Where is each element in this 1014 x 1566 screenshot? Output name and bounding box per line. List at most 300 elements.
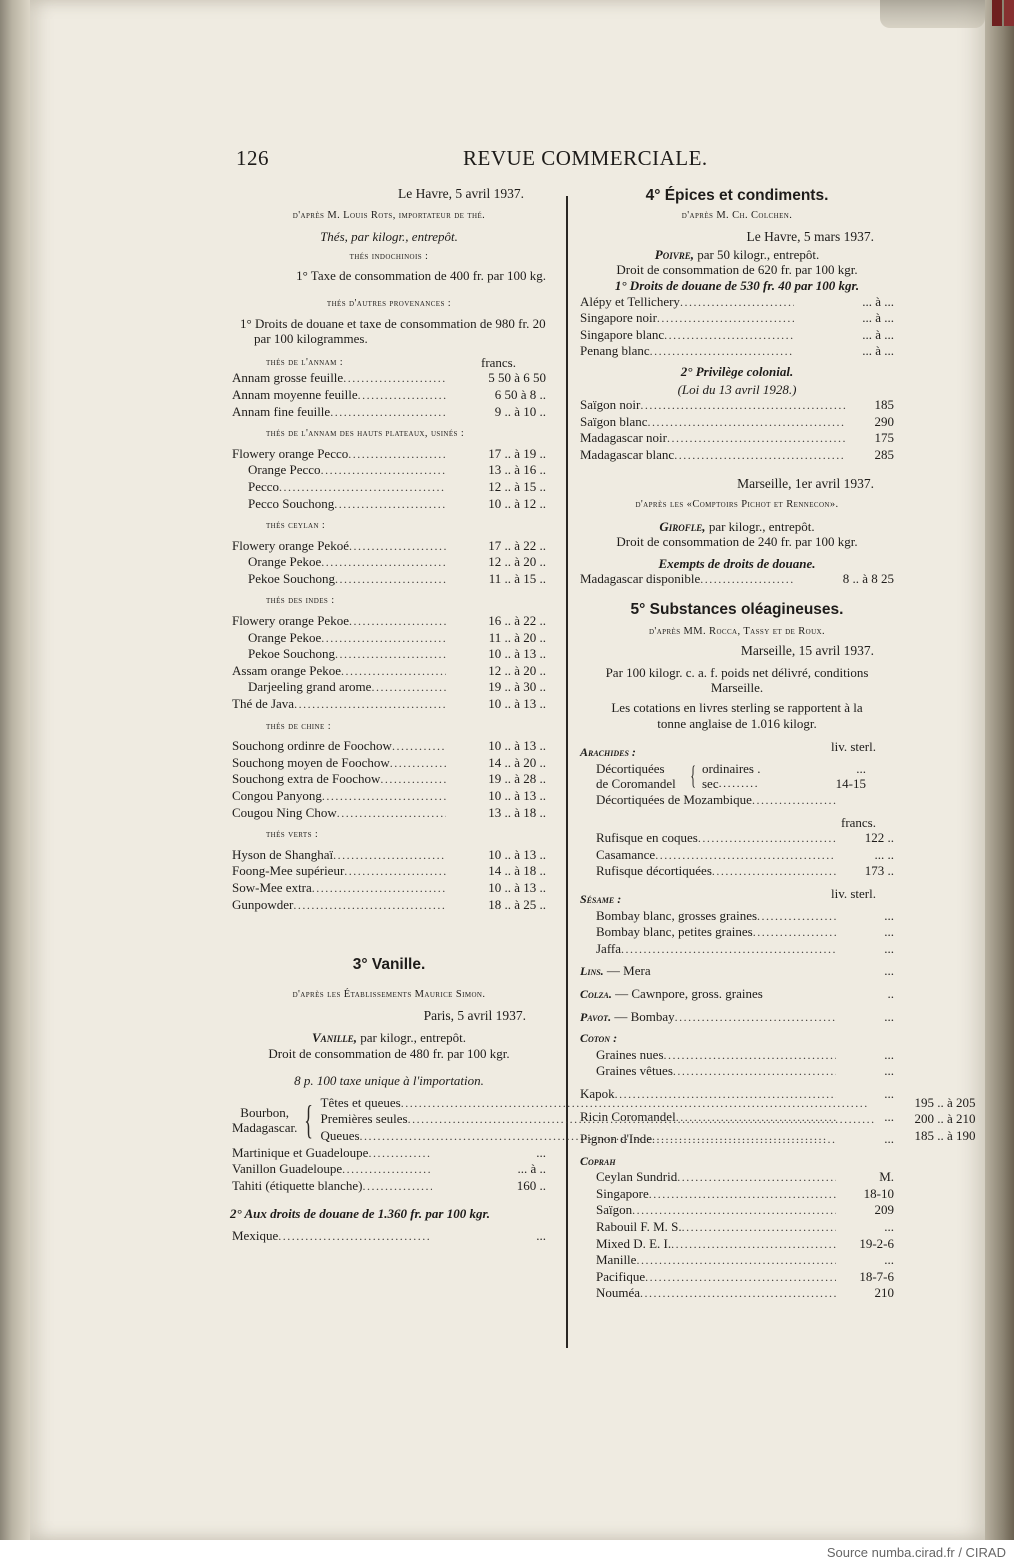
dot-leader xyxy=(674,448,846,464)
price-value: ... xyxy=(884,940,894,956)
price-row xyxy=(580,1086,894,1103)
price-row xyxy=(232,696,546,713)
dot-leader xyxy=(278,1229,432,1245)
dot-leader xyxy=(279,480,446,496)
dot-leader xyxy=(371,680,446,696)
dot-leader xyxy=(341,664,446,680)
category-label: Sésame : xyxy=(580,891,622,906)
price-row xyxy=(580,310,894,327)
item-name: Bombay blanc, grosses graines xyxy=(596,907,758,923)
running-title: REVUE COMMERCIALE. xyxy=(463,146,708,170)
item-name: Annam grosse feuille xyxy=(232,370,344,386)
subheading: thés de l'annam : xyxy=(266,356,344,368)
dot-leader xyxy=(335,647,446,663)
subheading: thés des indes : xyxy=(266,595,335,607)
dot-leader xyxy=(358,388,446,404)
item-name: Penang blanc xyxy=(580,343,650,359)
price-row xyxy=(232,370,546,387)
dateline: Marseille, 15 avril 1937. xyxy=(740,643,874,659)
item-name: Pekoe Souchong xyxy=(248,570,336,586)
price-value: 18 .. à 25 .. xyxy=(488,896,546,912)
price-row xyxy=(232,496,546,513)
price-row xyxy=(232,847,546,864)
dot-leader xyxy=(368,1146,432,1162)
price-row xyxy=(580,963,894,980)
dot-leader xyxy=(655,848,836,864)
price-value: ... à ... xyxy=(862,326,894,342)
item-name: Vanillon Guadeloupe xyxy=(232,1161,343,1177)
item-name: Tahiti (étiquette blanche) xyxy=(232,1177,363,1193)
item-name: Décortiquées de Mozambique xyxy=(596,792,752,807)
dot-leader xyxy=(621,942,836,958)
price-value: 11 .. à 20 .. xyxy=(488,629,546,645)
price-value: ... à ... xyxy=(862,293,894,309)
section-subject: Thés, par kilogr., entrepôt. xyxy=(320,229,458,245)
price-value: 6 50 à 8 .. xyxy=(494,386,546,402)
item-name: Rufisque en coques xyxy=(596,830,698,846)
item-name: Madagascar disponible xyxy=(580,571,701,587)
price-row xyxy=(580,414,894,431)
group-label: Bourbon, xyxy=(240,1104,290,1120)
item-name: Nouméa xyxy=(596,1285,641,1301)
price-row xyxy=(232,387,546,404)
price-value: ... xyxy=(536,1227,546,1243)
dateline: Le Havre, 5 mars 1937. xyxy=(746,229,874,245)
dot-leader xyxy=(615,1087,836,1103)
subheading: thés verts : xyxy=(266,829,319,841)
price-value: ... xyxy=(884,1131,894,1147)
item-name: Orange Pecco xyxy=(248,462,321,478)
item-name: Jaffa xyxy=(596,940,622,956)
price-value: 18-7-6 xyxy=(859,1268,894,1284)
item-name: Annam moyenne feuille xyxy=(232,386,358,402)
price-value: 19 .. à 30 .. xyxy=(488,679,546,695)
item-name: Cougou Ning Chow xyxy=(232,804,337,820)
price-row xyxy=(580,1169,894,1186)
price-row xyxy=(232,571,546,588)
price-value: 185 .. à 190 xyxy=(914,1127,976,1143)
item-name: Orange Pekoe xyxy=(248,629,322,645)
price-value: ... xyxy=(884,1085,894,1101)
price-value: 18-10 xyxy=(863,1185,894,1201)
book-edge-right xyxy=(985,0,1014,1540)
price-row xyxy=(580,1219,894,1236)
price-row xyxy=(580,1236,894,1253)
item-name: Graines vêtues xyxy=(596,1063,673,1079)
attribution: d'après MM. Rocca, Tassy et de Roux. xyxy=(648,625,826,637)
duty-line: 2° Aux droits de douane de 1.360 fr. par 100 kgr. xyxy=(230,1206,491,1222)
dot-leader xyxy=(636,1253,836,1269)
item-name: Madagascar blanc xyxy=(580,446,675,462)
price-value: 195 .. à 205 xyxy=(914,1094,976,1110)
item-name: Ceylan Sundrid xyxy=(596,1169,678,1185)
item-label: Décortiquées xyxy=(596,760,665,776)
price-value: 9 .. à 10 .. xyxy=(494,403,546,419)
item-name: Saïgon blanc xyxy=(580,413,648,429)
price-value: 10 .. à 13 .. xyxy=(488,738,546,754)
price-value: ... xyxy=(884,1252,894,1268)
item-name: Rabouil F. M. S. xyxy=(596,1219,682,1235)
price-value: 10 .. à 13 .. xyxy=(488,696,546,712)
group-label: Madagascar. xyxy=(232,1119,298,1135)
currency-label: francs. xyxy=(480,354,516,370)
dot-leader xyxy=(698,831,836,847)
item-name: Bombay blanc, petites graines xyxy=(596,924,753,940)
duty-line: 1° Droits de douane de 530 fr. 40 par 100 kgr. xyxy=(614,277,860,293)
price-row xyxy=(580,986,894,1003)
product-label-rest: par kilogr., entrepôt. xyxy=(360,1029,466,1045)
price-value: ... à ... xyxy=(862,310,894,326)
price-list-indes xyxy=(232,613,546,713)
item-name: Queues xyxy=(320,1127,360,1143)
price-value: 8 .. à 8 25 xyxy=(842,571,894,587)
attribution: d'après les «Comptoirs Pichot et Rennecon». xyxy=(635,499,839,511)
price-row xyxy=(232,755,546,772)
item-name: Madagascar noir xyxy=(580,430,667,446)
price-row xyxy=(232,446,546,463)
price-list-girofle xyxy=(580,571,894,588)
item-name: Assam orange Pekoe xyxy=(232,662,342,678)
price-value: 13 .. à 16 .. xyxy=(488,462,546,478)
category-label: Lins. xyxy=(580,964,604,979)
price-value: 210 xyxy=(874,1285,894,1301)
dot-leader xyxy=(294,697,446,713)
price-row xyxy=(580,294,894,311)
subheading: thés d'autres provenances : xyxy=(326,297,452,309)
product-label: Poivre, xyxy=(654,246,694,262)
category-label: Coprah xyxy=(580,1153,616,1168)
dot-leader xyxy=(712,864,836,880)
dot-leader xyxy=(664,328,794,344)
item-name: Mexique xyxy=(232,1227,279,1243)
note: Par 100 kilogr. c. a. f. poids net délivré, conditions Marseille. xyxy=(605,664,869,696)
column-divider xyxy=(566,196,568,1348)
dot-leader xyxy=(649,1187,836,1203)
price-list-pignon xyxy=(580,1131,894,1148)
brace-symbol: { xyxy=(304,1096,314,1142)
dot-leader xyxy=(334,497,446,513)
unit-label: liv. sterl. xyxy=(830,885,876,901)
price-value: 173 .. xyxy=(864,863,894,879)
dateline: Paris, 5 avril 1937. xyxy=(423,1008,526,1024)
item-name: Pekoe Souchong xyxy=(248,646,336,662)
price-value: 122 .. xyxy=(864,830,894,846)
price-row xyxy=(232,805,546,822)
dot-leader xyxy=(330,405,446,421)
price-row xyxy=(580,1285,894,1302)
price-list-plateaux xyxy=(232,446,546,512)
price-row xyxy=(232,663,546,680)
price-value: 19 .. à 28 .. xyxy=(488,771,546,787)
price-row xyxy=(580,1202,894,1219)
price-row xyxy=(580,830,894,847)
price-list-kapok xyxy=(580,1086,894,1103)
item-name: Sow-Mee extra xyxy=(232,879,312,895)
price-value: .. xyxy=(887,985,894,1001)
dot-leader xyxy=(321,555,446,571)
price-row xyxy=(232,863,546,880)
item-name: Singapore noir xyxy=(580,310,657,326)
price-value: 17 .. à 22 .. xyxy=(488,537,546,553)
price-value: 10 .. à 13 .. xyxy=(488,879,546,895)
price-value: 10 .. à 13 .. xyxy=(488,788,546,803)
item-name: Thé de Java xyxy=(232,696,295,712)
dot-leader xyxy=(664,1048,836,1064)
price-row xyxy=(232,1178,546,1195)
dot-leader xyxy=(753,925,836,941)
price-value: 13 .. à 18 .. xyxy=(488,804,546,820)
price-value: 12 .. à 15 .. xyxy=(488,478,546,494)
dot-leader xyxy=(343,371,446,387)
price-value: ... xyxy=(884,1008,894,1024)
item-label: sec xyxy=(702,776,719,792)
section-title: 4° Épices et condiments. xyxy=(645,187,829,204)
tax-line: 1° Droits de douane et taxe de consommation de 980 fr. 20 par 100 kilogrammes. xyxy=(240,315,546,347)
price-list-mozambique xyxy=(580,792,894,809)
dot-leader xyxy=(673,1064,836,1080)
footer-bar xyxy=(0,1540,1014,1566)
price-row xyxy=(580,863,894,880)
subheading: thés indochinois : xyxy=(349,250,429,262)
category-label: Colza. xyxy=(580,986,612,1001)
item-name: Gunpowder xyxy=(232,896,294,912)
price-list-verts xyxy=(232,847,546,913)
item-name: — Bombay xyxy=(614,1008,675,1024)
price-row xyxy=(580,447,894,464)
price-row xyxy=(232,738,546,755)
price-list-arachides xyxy=(580,830,894,880)
dot-leader xyxy=(640,1286,836,1302)
price-value: 290 xyxy=(874,413,894,429)
dot-leader xyxy=(342,1162,432,1178)
duty-line: Droit de consommation de 480 fr. par 100 kgr. xyxy=(268,1045,510,1061)
item-label: de Coromandel xyxy=(596,776,676,792)
item-name: Premières seules xyxy=(320,1111,408,1127)
bookmark-ribbon xyxy=(992,0,1002,26)
product-label: Vanille, xyxy=(312,1029,357,1045)
dot-leader xyxy=(682,1220,836,1236)
price-value: 12 .. à 20 .. xyxy=(488,662,546,678)
page-number: 126 xyxy=(236,146,269,170)
price-list-coton xyxy=(580,1047,894,1080)
category-label: Coton : xyxy=(580,1031,618,1046)
dot-leader xyxy=(349,614,446,630)
price-value: M. xyxy=(879,1169,894,1185)
section-title: 3° Vanille. xyxy=(352,956,426,974)
price-value: 16 .. à 22 .. xyxy=(488,613,546,629)
dot-leader xyxy=(650,344,794,360)
item-name: Manille xyxy=(596,1252,637,1268)
price-value: 10 .. à 13 .. xyxy=(488,646,546,662)
dot-leader xyxy=(757,909,836,925)
duty-line: Droit de consommation de 240 fr. par 100 kgr. xyxy=(616,534,858,550)
price-list-colonial xyxy=(580,397,894,463)
note: Les cotations en livres sterling se rapportent à la tonne anglaise de 1.016 kilogr. xyxy=(611,700,863,731)
item-name: Singapore xyxy=(596,1185,649,1201)
dot-leader xyxy=(349,539,446,555)
right-column xyxy=(580,186,894,1302)
price-list-poivre xyxy=(580,294,894,360)
bookmark-ribbon xyxy=(1004,0,1014,26)
book-gutter-left xyxy=(0,0,30,1540)
dot-leader xyxy=(700,572,794,588)
duty-line: Droit de consommation de 620 fr. par 100 kgr. xyxy=(616,262,858,278)
unit-label: liv. sterl. xyxy=(830,739,876,755)
price-value: 14-15 xyxy=(835,776,866,792)
attribution: d'après M. Louis Rots, importateur de thé. xyxy=(292,209,486,221)
dot-leader xyxy=(680,295,794,311)
price-row xyxy=(232,897,546,914)
price-list-vanille xyxy=(232,1145,546,1195)
item-name: Foong-Mee supérieur xyxy=(232,863,345,879)
price-row xyxy=(580,941,894,958)
item-name: Saïgon noir xyxy=(580,397,641,413)
item-label: ordinaires . xyxy=(702,760,761,776)
dot-leader xyxy=(392,739,446,755)
item-name: Alépy et Tellichery xyxy=(580,293,680,309)
price-row xyxy=(580,430,894,447)
item-name: Graines nues xyxy=(596,1046,664,1062)
price-row xyxy=(580,1252,894,1269)
category-label: Pavot. xyxy=(580,1009,612,1024)
dot-leader xyxy=(657,311,794,327)
price-list-chine xyxy=(232,738,546,821)
price-row xyxy=(580,1047,894,1064)
item-name: Têtes et queues xyxy=(320,1094,401,1110)
price-value: 185 xyxy=(874,397,894,413)
dot-leader xyxy=(293,898,446,914)
price-value: 200 .. à 210 xyxy=(914,1111,976,1127)
dot-leader xyxy=(752,793,836,809)
tax-note: 8 p. 100 taxe unique à l'importation. xyxy=(294,1073,484,1089)
item-name: Congou Panyong xyxy=(232,788,322,803)
dot-leader xyxy=(390,756,446,772)
dot-leader xyxy=(667,431,846,447)
price-list-mexique xyxy=(232,1228,546,1245)
item-name: Souchong extra de Foochow xyxy=(232,771,381,787)
price-value: ... xyxy=(884,1046,894,1062)
exemption-note: Exempts de droits de douane. xyxy=(658,555,816,571)
price-row xyxy=(580,571,894,588)
price-value: 11 .. à 15 .. xyxy=(488,570,546,586)
price-value: ... xyxy=(884,1219,894,1235)
dot-leader xyxy=(671,1237,836,1253)
price-row xyxy=(580,1131,894,1148)
price-row xyxy=(232,613,546,630)
price-list-coprah xyxy=(580,1169,894,1302)
price-value: 5 50 à 6 50 xyxy=(488,370,546,386)
price-row xyxy=(580,1186,894,1203)
item-name: Souchong moyen de Foochow xyxy=(232,754,390,770)
item-name: Hyson de Shanghaï xyxy=(232,846,334,862)
dot-leader xyxy=(344,864,446,880)
price-value: ... xyxy=(536,1144,546,1160)
dot-leader xyxy=(652,1132,836,1148)
price-row xyxy=(232,1228,546,1245)
dot-leader xyxy=(312,881,446,897)
item-name: — Cawnpore, gross. graines xyxy=(615,985,763,1001)
price-value: 160 .. xyxy=(516,1177,546,1193)
item-name: Rufisque décortiquées xyxy=(596,863,712,879)
dot-leader xyxy=(380,772,446,788)
price-row xyxy=(232,771,546,788)
dateline: Le Havre, 5 avril 1937. xyxy=(398,186,524,201)
price-value: ... xyxy=(884,924,894,940)
dot-leader xyxy=(640,398,846,414)
price-list-ceylan xyxy=(232,538,546,588)
price-value: ... .. xyxy=(874,846,894,862)
price-row xyxy=(232,462,546,479)
section-title: 5° Substances oléagineuses. xyxy=(630,601,844,619)
price-list-annam xyxy=(232,370,546,420)
price-row xyxy=(232,1161,546,1178)
subheading: thés ceylan : xyxy=(266,520,326,532)
price-row xyxy=(580,908,894,925)
dot-leader xyxy=(362,1179,432,1195)
price-value: 14 .. à 18 .. xyxy=(488,863,546,879)
price-row xyxy=(580,343,894,360)
price-row xyxy=(580,397,894,414)
item-name: Kapok xyxy=(580,1085,615,1101)
item-name: — Mera xyxy=(606,963,651,979)
subheading: thés de l'annam des hauts plateaux, usinés : xyxy=(266,428,465,440)
price-row xyxy=(580,1063,894,1080)
dot-leader xyxy=(333,848,446,864)
product-label: Girofle, xyxy=(659,518,706,534)
price-value: 175 xyxy=(874,430,894,446)
brace-symbol: { xyxy=(690,761,696,791)
price-value: ... xyxy=(856,760,866,776)
price-row xyxy=(232,880,546,897)
dot-leader xyxy=(335,572,446,588)
price-value: 14 .. à 20 .. xyxy=(488,754,546,770)
unit-label: francs. xyxy=(840,814,876,830)
price-row xyxy=(232,554,546,571)
item-name: Flowery orange Pekoe xyxy=(232,613,349,629)
price-row xyxy=(580,792,894,809)
dot-leader xyxy=(676,1110,836,1126)
attribution: d'après les Établissements Maurice Simon. xyxy=(292,988,486,1000)
price-value: 17 .. à 19 .. xyxy=(488,445,546,461)
item-name: Mixed D. E. I. xyxy=(596,1235,672,1251)
item-name: Casamance xyxy=(596,846,656,862)
item-name: Flowery orange Pekoé xyxy=(232,537,349,553)
dot-leader xyxy=(337,806,446,822)
item-name: Ricin Coromandel xyxy=(580,1108,676,1124)
price-row xyxy=(580,847,894,864)
source-credit: Source numba.cirad.fr / CIRAD xyxy=(826,1545,1006,1560)
price-value: ... xyxy=(884,907,894,923)
price-row xyxy=(232,479,546,496)
item-name: Singapore blanc xyxy=(580,326,665,342)
price-value: ... xyxy=(884,1063,894,1079)
binding-fabric xyxy=(880,0,985,28)
item-name: Pecco Souchong xyxy=(248,495,335,511)
item-name: Saïgon xyxy=(596,1202,633,1218)
dot-leader xyxy=(321,631,446,647)
price-list-ricin xyxy=(580,1109,894,1126)
item-name: Darjeeling grand arome xyxy=(248,679,372,695)
price-row xyxy=(232,679,546,696)
price-row xyxy=(580,1269,894,1286)
dot-leader xyxy=(348,447,446,463)
item-name: Pacifique xyxy=(596,1268,646,1284)
price-value: 285 xyxy=(874,446,894,462)
dot-leader xyxy=(677,1170,836,1186)
dot-leader xyxy=(632,1203,836,1219)
dot-leader xyxy=(322,789,446,805)
price-value: ... xyxy=(884,1108,894,1124)
